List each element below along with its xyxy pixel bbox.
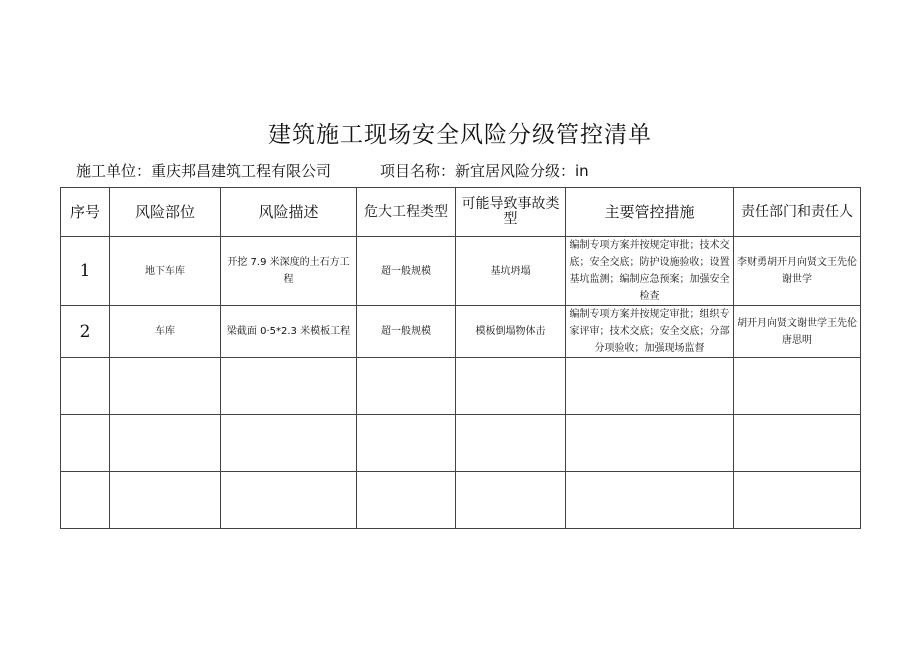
table-row xyxy=(61,306,861,358)
empty-row xyxy=(61,415,861,472)
empty-cell xyxy=(456,415,566,472)
row-location: 车库 xyxy=(110,306,221,358)
construction-unit: 施工单位：重庆邦昌建筑工程有限公司 xyxy=(76,162,332,180)
empty-cell xyxy=(221,415,357,472)
risk-table xyxy=(60,187,861,529)
empty-cell xyxy=(566,415,734,472)
project-name: 项目名称：新宜居风险分级：in xyxy=(380,162,589,180)
table-header-row xyxy=(61,188,861,237)
empty-cell xyxy=(734,472,861,529)
empty-cell xyxy=(456,472,566,529)
empty-cell xyxy=(456,358,566,415)
empty-cell xyxy=(734,358,861,415)
empty-cell xyxy=(566,472,734,529)
empty-cell xyxy=(566,358,734,415)
empty-cell xyxy=(61,415,110,472)
empty-cell xyxy=(221,472,357,529)
empty-cell xyxy=(110,472,221,529)
empty-cell xyxy=(110,415,221,472)
header-seq: 序号 xyxy=(61,188,110,237)
empty-cell xyxy=(357,358,456,415)
header-responsible: 责任部门和责任人 xyxy=(734,188,861,237)
empty-row xyxy=(61,358,861,415)
document-title: 建筑施工现场安全风险分级管控清单 xyxy=(268,122,652,148)
empty-cell xyxy=(61,472,110,529)
empty-cell xyxy=(61,358,110,415)
row-description: 开挖 7.9 米深度的土石方工程 xyxy=(221,237,357,306)
row-measures: 编制专项方案并按规定审批；组织专家评审；技术交底；安全交底；分部分项验收；加强现场监督 xyxy=(566,306,734,358)
empty-cell xyxy=(110,358,221,415)
row-description: 梁截面 0·5*2.3 米模板工程 xyxy=(221,306,357,358)
empty-row xyxy=(61,472,861,529)
row-responsible: 胡开月向贤文谢世学王先伦唐思明 xyxy=(734,306,861,358)
row-measures: 编制专项方案并按规定审批；技术交底；安全交底；防护设施验收；设置基坑监测；编制应急预案；加强安全检查 xyxy=(566,237,734,306)
row-seq: 1 xyxy=(61,237,110,306)
empty-cell xyxy=(221,358,357,415)
row-responsible: 李财勇胡开月向贤文王先伦谢世学 xyxy=(734,237,861,306)
empty-cell xyxy=(734,415,861,472)
header-project-type: 危大工程类型 xyxy=(357,188,456,237)
table-row xyxy=(61,237,861,306)
header-description: 风险描述 xyxy=(221,188,357,237)
header-accident-type: 可能导致事故类型 xyxy=(456,188,566,237)
row-location: 地下车库 xyxy=(110,237,221,306)
row-project-type: 超一般规模 xyxy=(357,237,456,306)
row-accident-type: 模板倒塌物体击 xyxy=(456,306,566,358)
header-location: 风险部位 xyxy=(110,188,221,237)
empty-cell xyxy=(357,472,456,529)
row-accident-type: 基坑坍塌 xyxy=(456,237,566,306)
row-seq: 2 xyxy=(61,306,110,358)
header-measures: 主要管控措施 xyxy=(566,188,734,237)
row-project-type: 超一般规模 xyxy=(357,306,456,358)
empty-cell xyxy=(357,415,456,472)
